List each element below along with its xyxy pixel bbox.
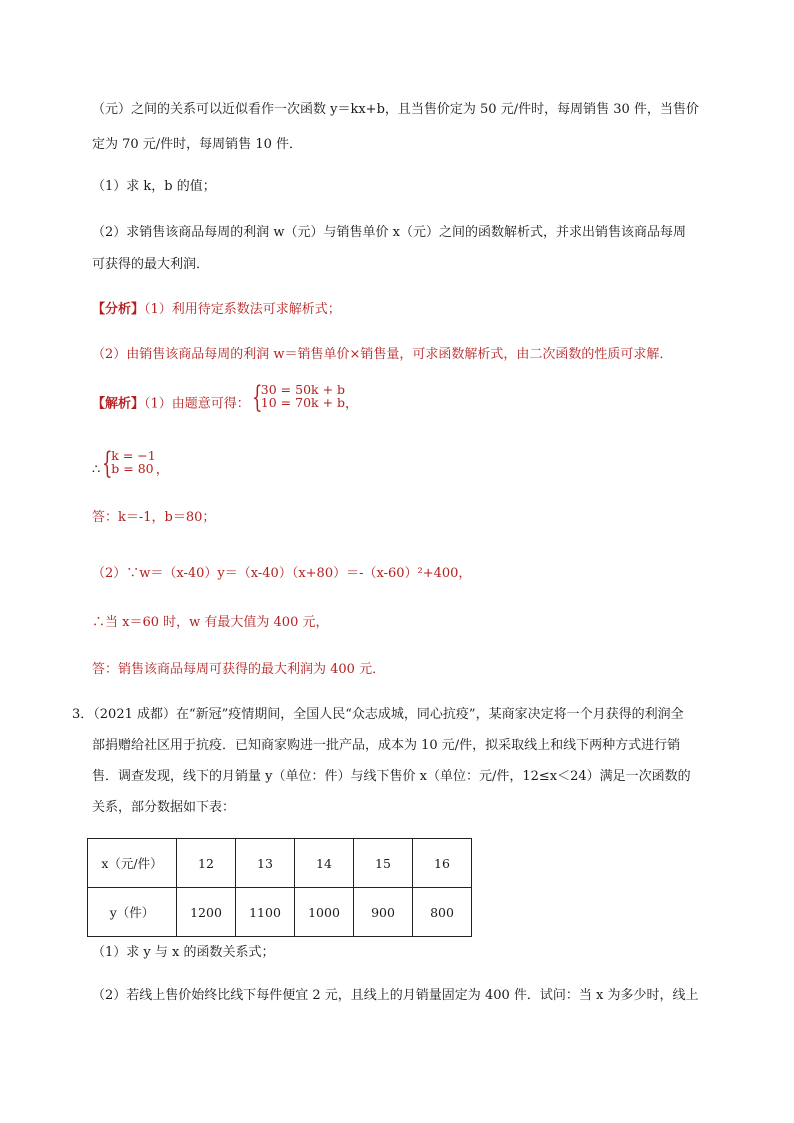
system2-row2: b = 80 bbox=[111, 461, 154, 476]
table-cell: 800 bbox=[413, 888, 472, 937]
therefore-symbol: ∴ bbox=[92, 462, 101, 478]
table-cell: 15 bbox=[354, 839, 413, 888]
table-cell: 1100 bbox=[236, 888, 295, 937]
left-brace-icon: { bbox=[251, 380, 263, 415]
solution-step3: ∴当 x＝60 时，w 有最大值为 400 元， bbox=[92, 615, 329, 630]
solution-line1 bbox=[92, 380, 359, 419]
analysis-line2: （2）由销售该商品每周的利润 w＝销售单价×销售量，可求函数解析式，由二次函数的性质可求解． bbox=[92, 347, 673, 362]
answer2: 答：销售该商品每周可获得的最大利润为 400 元． bbox=[92, 662, 386, 677]
left-brace-icon: { bbox=[102, 446, 113, 481]
problem2-question2-line2: 可获得的最大利润． bbox=[92, 257, 210, 272]
problem2-question1: （1）求 k，b 的值； bbox=[92, 179, 216, 194]
answer1: 答：k＝-1，b＝80； bbox=[92, 510, 216, 525]
solution-label: 【解析】 bbox=[92, 396, 145, 412]
analysis-label: 【分析】 bbox=[92, 302, 145, 317]
table-cell: 12 bbox=[177, 839, 236, 888]
solution-step2: （2）∵w＝（x-40）y＝（x-40）（x+80）＝-（x-60）²+400， bbox=[92, 566, 472, 581]
analysis-line1 bbox=[92, 301, 341, 319]
solution-intro: （1）由题意可得： bbox=[144, 396, 250, 412]
problem2-question2-line1: （2）求销售该商品每周的利润 w（元）与销售单价 x（元）之间的函数解析式，并求出销售该商品每周 bbox=[92, 225, 686, 240]
data-table bbox=[87, 838, 472, 937]
system1-row1: 30 = 50k + b bbox=[260, 382, 346, 397]
problem3-line1 bbox=[72, 706, 684, 724]
problem3-text1: （2021 成都）在“新冠”疫情期间，全国人民“众志成城，同心抗疫”，某商家决定将一个月获得的利润全 bbox=[93, 707, 684, 722]
table-header-y: y（件） bbox=[88, 888, 177, 937]
table-header-x: x（元/件） bbox=[88, 839, 177, 888]
equation-system-1 bbox=[251, 380, 346, 415]
table-cell: 14 bbox=[295, 839, 354, 888]
problem3-number: 3． bbox=[72, 707, 94, 722]
system2-tail: ， bbox=[155, 462, 169, 478]
problem2-statement-line1: （元）之间的关系可以近似看作一次函数 y＝kx+b，且当售价定为 50 元/件时，每周销售 30 件，当售价 bbox=[92, 102, 699, 117]
table-cell: 1200 bbox=[177, 888, 236, 937]
problem3-question1: （1）求 y 与 x 的函数关系式； bbox=[92, 945, 275, 960]
problem3-line2: 部捐赠给社区用于抗疫．已知商家购进一批产品，成本为 10 元/件，拟采取线上和线下两种方式进行销 bbox=[92, 738, 681, 753]
system1-row2: 10 = 70k + b bbox=[260, 395, 346, 410]
table-row-x bbox=[88, 839, 472, 888]
problem2-statement-line2: 定为 70 元/件时，每周销售 10 件． bbox=[92, 137, 302, 152]
problem3-line4: 关系，部分数据如下表： bbox=[92, 800, 236, 815]
system1-tail: ， bbox=[345, 396, 359, 412]
analysis-text1: （1）利用待定系数法可求解析式； bbox=[144, 302, 341, 317]
table-cell: 1000 bbox=[295, 888, 354, 937]
table-cell: 13 bbox=[236, 839, 295, 888]
system2-row1: k = −1 bbox=[111, 448, 156, 463]
problem3-question2: （2）若线上售价始终比线下每件便宜 2 元，且线上的月销量固定为 400 件．试问：当 x 为多少时，线上 bbox=[92, 988, 699, 1003]
solution-line2 bbox=[92, 446, 169, 485]
problem3-line3: 售．调查发现，线下的月销量 y（单位：件）与线下售价 x（单位：元/件，12≤x＜24）满足一次函数的 bbox=[92, 769, 691, 784]
equation-system-2 bbox=[102, 446, 156, 481]
table-row-y bbox=[88, 888, 472, 937]
table-cell: 900 bbox=[354, 888, 413, 937]
table-cell: 16 bbox=[413, 839, 472, 888]
